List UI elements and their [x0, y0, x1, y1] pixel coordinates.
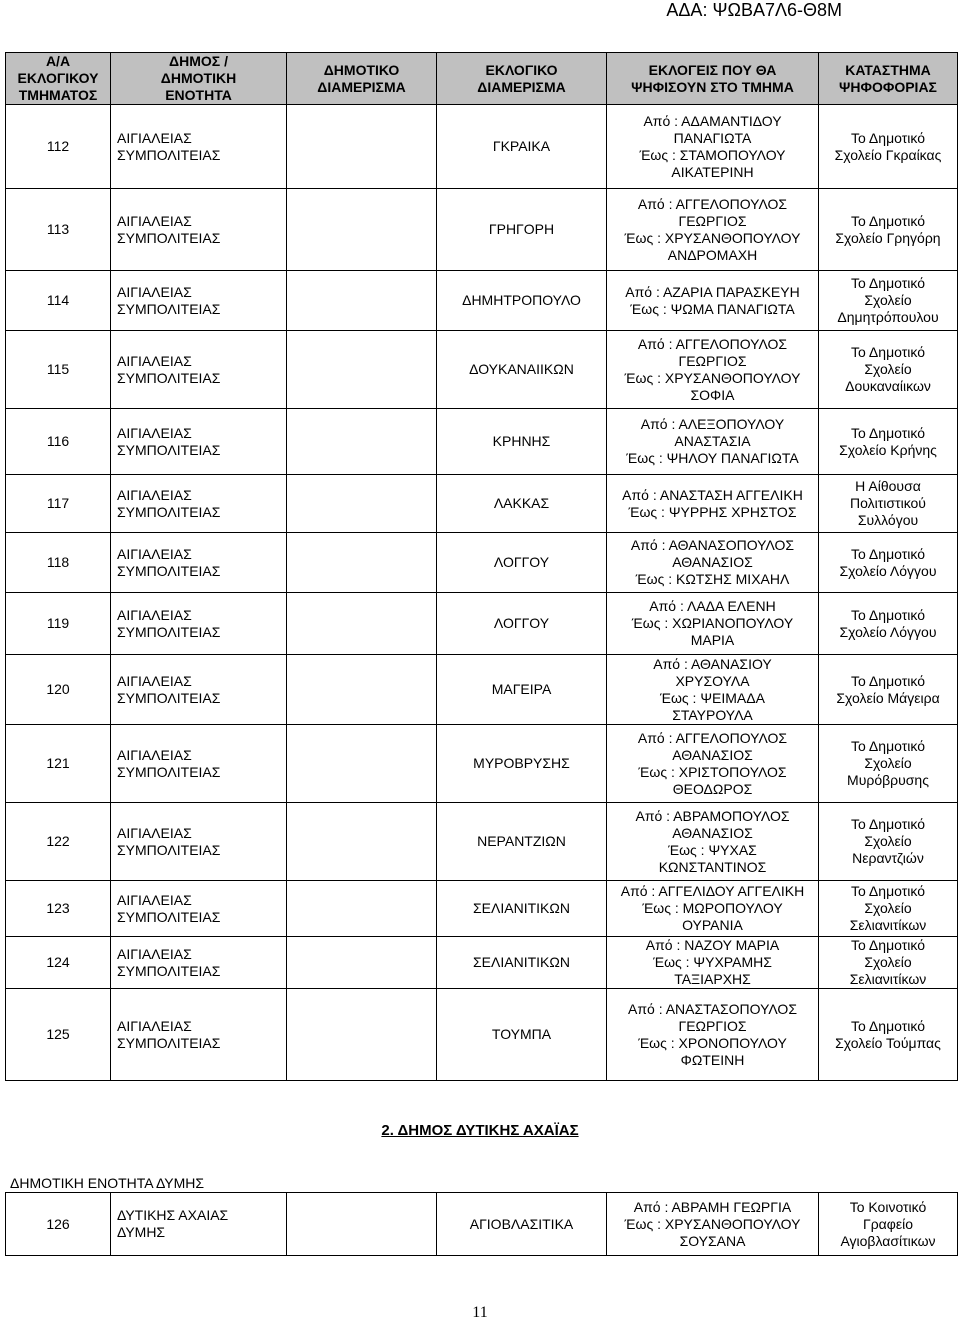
- cell-dimotiko-diamerisma: [287, 105, 437, 189]
- cell-eklogiko-diamerisma: ΑΓΙΟΒΛΑΣΙΤΙΚΑ: [437, 1193, 607, 1256]
- cell-katastima: Το Δημοτικό Σχολείο Νεραντζιών: [819, 803, 958, 881]
- header-aa: Α/Α ΕΚΛΟΓΙΚΟΥ ΤΜΗΜΑΤΟΣ: [6, 53, 111, 105]
- cell-eklogeis: Από : ΑΓΓΕΛΟΠΟΥΛΟΣ ΑΘΑΝΑΣΙΟΣ Έως : ΧΡΙΣΤΟΠΟΥΛΟΣ ΘΕΟΔΩΡΟΣ: [607, 725, 819, 803]
- cell-dimotiko-diamerisma: [287, 655, 437, 725]
- cell-aa: 114: [6, 271, 111, 331]
- cell-eklogeis: Από : ΑΓΓΕΛΟΠΟΥΛΟΣ ΓΕΩΡΓΙΟΣ Έως : ΧΡΥΣΑΝΘΟΠΟΥΛΟΥ ΣΟΦΙΑ: [607, 331, 819, 409]
- cell-eklogeis: Από : ΛΑΔΑ ΕΛΕΝΗ Έως : ΧΩΡΙΑΝΟΠΟΥΛΟΥ ΜΑΡΙΑ: [607, 593, 819, 655]
- ada-code: ΑΔΑ: ΨΩΒΑ7Λ6-Θ8Μ: [666, 0, 842, 20]
- cell-aa: 116: [6, 409, 111, 475]
- cell-katastima: Η Αίθουσα Πολιτιστικού Συλλόγου: [819, 475, 958, 533]
- table-row: [6, 271, 958, 331]
- cell-dimotiko-diamerisma: [287, 533, 437, 593]
- cell-dimos: ΑΙΓΙΑΛΕΙΑΣ ΣΥΜΠΟΛΙΤΕΙΑΣ: [111, 725, 287, 803]
- cell-dimotiko-diamerisma: [287, 593, 437, 655]
- cell-eklogiko-diamerisma: ΤΟΥΜΠΑ: [437, 989, 607, 1081]
- cell-eklogeis: Από : ΑΘΑΝΑΣΙΟΥ ΧΡΥΣΟΥΛΑ Έως : ΨΕΙΜΑΔΑ ΣΤΑΥΡΟΥΛΑ: [607, 655, 819, 725]
- table-header-row: [6, 53, 958, 105]
- cell-eklogiko-diamerisma: ΓΚΡΑΙΚΑ: [437, 105, 607, 189]
- table-row: [6, 937, 958, 989]
- cell-eklogeis: Από : ΑΘΑΝΑΣΟΠΟΥΛΟΣ ΑΘΑΝΑΣΙΟΣ Έως : ΚΩΤΣΗΣ ΜΙΧΑΗΛ: [607, 533, 819, 593]
- section-2-table: [5, 1192, 958, 1256]
- cell-eklogeis: Από : ΝΑΖΟΥ ΜΑΡΙΑ Έως : ΨΥΧΡΑΜΗΣ ΤΑΞΙΑΡΧΗΣ: [607, 937, 819, 989]
- cell-eklogiko-diamerisma: ΔΗΜΗΤΡΟΠΟΥΛΟ: [437, 271, 607, 331]
- cell-eklogiko-diamerisma: ΛΟΓΓΟΥ: [437, 533, 607, 593]
- cell-eklogiko-diamerisma: ΛΑΚΚΑΣ: [437, 475, 607, 533]
- header-eklogeis: ΕΚΛΟΓΕΙΣ ΠΟΥ ΘΑ ΨΗΦΙΣΟΥΝ ΣΤΟ ΤΜΗΜΑ: [607, 53, 819, 105]
- cell-katastima: Το Δημοτικό Σχολείο Σελιανιτίκων: [819, 937, 958, 989]
- cell-eklogeis: Από : ΑΖΑΡΙΑ ΠΑΡΑΣΚΕΥΗ Έως : ΨΩΜΑ ΠΑΝΑΓΙΩΤΑ: [607, 271, 819, 331]
- cell-aa: 117: [6, 475, 111, 533]
- cell-katastima: Το Κοινοτικό Γραφείο Αγιοβλασίτικων: [819, 1193, 958, 1256]
- table-row: [6, 331, 958, 409]
- cell-eklogiko-diamerisma: ΜΥΡΟΒΡΥΣΗΣ: [437, 725, 607, 803]
- cell-dimos: ΑΙΓΙΑΛΕΙΑΣ ΣΥΜΠΟΛΙΤΕΙΑΣ: [111, 331, 287, 409]
- cell-eklogiko-diamerisma: ΚΡΗΝΗΣ: [437, 409, 607, 475]
- cell-aa: 112: [6, 105, 111, 189]
- table-row: [6, 989, 958, 1081]
- cell-eklogeis: Από : ΑΛΕΞΟΠΟΥΛΟΥ ΑΝΑΣΤΑΣΙΑ Έως : ΨΗΛΟΥ ΠΑΝΑΓΙΩΤΑ: [607, 409, 819, 475]
- cell-dimos: ΑΙΓΙΑΛΕΙΑΣ ΣΥΜΠΟΛΙΤΕΙΑΣ: [111, 475, 287, 533]
- cell-dimotiko-diamerisma: [287, 725, 437, 803]
- cell-dimotiko-diamerisma: [287, 881, 437, 937]
- cell-dimotiko-diamerisma: [287, 271, 437, 331]
- table-row: [6, 533, 958, 593]
- cell-dimos: ΑΙΓΙΑΛΕΙΑΣ ΣΥΜΠΟΛΙΤΕΙΑΣ: [111, 989, 287, 1081]
- table-row: [6, 655, 958, 725]
- cell-aa: 121: [6, 725, 111, 803]
- cell-katastima: Το Δημοτικό Σχολείο Μάγειρα: [819, 655, 958, 725]
- cell-eklogiko-diamerisma: ΣΕΛΙΑΝΙΤΙΚΩΝ: [437, 937, 607, 989]
- cell-aa: 118: [6, 533, 111, 593]
- table-row: [6, 475, 958, 533]
- cell-dimos: ΑΙΓΙΑΛΕΙΑΣ ΣΥΜΠΟΛΙΤΕΙΑΣ: [111, 105, 287, 189]
- cell-eklogiko-diamerisma: ΣΕΛΙΑΝΙΤΙΚΩΝ: [437, 881, 607, 937]
- cell-eklogiko-diamerisma: ΝΕΡΑΝΤΖΙΩΝ: [437, 803, 607, 881]
- cell-dimos: ΑΙΓΙΑΛΕΙΑΣ ΣΥΜΠΟΛΙΤΕΙΑΣ: [111, 533, 287, 593]
- cell-dimotiko-diamerisma: [287, 409, 437, 475]
- cell-eklogiko-diamerisma: ΔΟΥΚΑΝΑΙΙΚΩΝ: [437, 331, 607, 409]
- cell-eklogeis: Από : ΑΒΡΑΜΗ ΓΕΩΡΓΙΑ Έως : ΧΡΥΣΑΝΘΟΠΟΥΛΟΥ ΣΟΥΣΑΝΑ: [607, 1193, 819, 1256]
- cell-eklogeis: Από : ΑΝΑΣΤΑΣΟΠΟΥΛΟΣ ΓΕΩΡΓΙΟΣ Έως : ΧΡΟΝΟΠΟΥΛΟΥ ΦΩΤΕΙΝΗ: [607, 989, 819, 1081]
- cell-dimos: ΑΙΓΙΑΛΕΙΑΣ ΣΥΜΠΟΛΙΤΕΙΑΣ: [111, 593, 287, 655]
- cell-dimotiko-diamerisma: [287, 189, 437, 271]
- cell-dimotiko-diamerisma: [287, 989, 437, 1081]
- cell-eklogeis: Από : ΑΝΑΣΤΑΣΗ ΑΓΓΕΛΙΚΗ Έως : ΨΥΡΡΗΣ ΧΡΗΣΤΟΣ: [607, 475, 819, 533]
- cell-dimotiko-diamerisma: [287, 475, 437, 533]
- cell-katastima: Το Δημοτικό Σχολείο Λόγγου: [819, 593, 958, 655]
- cell-aa: 115: [6, 331, 111, 409]
- cell-aa: 122: [6, 803, 111, 881]
- page-number: 11: [472, 1304, 488, 1321]
- cell-aa: 120: [6, 655, 111, 725]
- cell-katastima: Το Δημοτικό Σχολείο Δημητρόπουλου: [819, 271, 958, 331]
- cell-aa: 119: [6, 593, 111, 655]
- cell-aa: 126: [6, 1193, 111, 1256]
- cell-dimos: ΑΙΓΙΑΛΕΙΑΣ ΣΥΜΠΟΛΙΤΕΙΑΣ: [111, 271, 287, 331]
- cell-eklogiko-diamerisma: ΛΟΓΓΟΥ: [437, 593, 607, 655]
- cell-dimotiko-diamerisma: [287, 1193, 437, 1256]
- cell-katastima: Το Δημοτικό Σχολείο Δουκαναίικων: [819, 331, 958, 409]
- table-row: [6, 803, 958, 881]
- header-dimos: ΔΗΜΟΣ / ΔΗΜΟΤΙΚΗ ΕΝΟΤΗΤΑ: [111, 53, 287, 105]
- table-row: [6, 105, 958, 189]
- table-row: [6, 1193, 958, 1256]
- cell-eklogiko-diamerisma: ΜΑΓΕΙΡΑ: [437, 655, 607, 725]
- cell-dimotiko-diamerisma: [287, 803, 437, 881]
- cell-katastima: Το Δημοτικό Σχολείο Λόγγου: [819, 533, 958, 593]
- header-dimotiko-diamerisma: ΔΗΜΟΤΙΚΟ ΔΙΑΜΕΡΙΣΜΑ: [287, 53, 437, 105]
- cell-dimotiko-diamerisma: [287, 937, 437, 989]
- table-row: [6, 881, 958, 937]
- cell-katastima: Το Δημοτικό Σχολείο Κρήνης: [819, 409, 958, 475]
- cell-katastima: Το Δημοτικό Σχολείο Γρηγόρη: [819, 189, 958, 271]
- cell-dimotiko-diamerisma: [287, 331, 437, 409]
- header-eklogiko-diamerisma: ΕΚΛΟΓΙΚΟ ΔΙΑΜΕΡΙΣΜΑ: [437, 53, 607, 105]
- section-2-subtitle: ΔΗΜΟΤΙΚΗ ΕΝΟΤΗΤΑ ΔΥΜΗΣ: [10, 1175, 205, 1191]
- cell-aa: 113: [6, 189, 111, 271]
- table-row: [6, 725, 958, 803]
- cell-eklogeis: Από : ΑΓΓΕΛΙΔΟΥ ΑΓΓΕΛΙΚΗ Έως : ΜΩΡΟΠΟΥΛΟΥ ΟΥΡΑΝΙΑ: [607, 881, 819, 937]
- cell-dimos: ΑΙΓΙΑΛΕΙΑΣ ΣΥΜΠΟΛΙΤΕΙΑΣ: [111, 803, 287, 881]
- table-row: [6, 409, 958, 475]
- cell-katastima: Το Δημοτικό Σχολείο Γκραίκας: [819, 105, 958, 189]
- cell-dimos: ΑΙΓΙΑΛΕΙΑΣ ΣΥΜΠΟΛΙΤΕΙΑΣ: [111, 409, 287, 475]
- polling-stations-table: [5, 52, 958, 1081]
- section-2-title: 2. ΔΗΜΟΣ ΔΥΤΙΚΗΣ ΑΧΑΪΑΣ: [381, 1122, 579, 1139]
- cell-aa: 124: [6, 937, 111, 989]
- cell-dimos: ΔΥΤΙΚΗΣ ΑΧΑΙΑΣ ΔΥΜΗΣ: [111, 1193, 287, 1256]
- cell-dimos: ΑΙΓΙΑΛΕΙΑΣ ΣΥΜΠΟΛΙΤΕΙΑΣ: [111, 881, 287, 937]
- table-row: [6, 593, 958, 655]
- cell-dimos: ΑΙΓΙΑΛΕΙΑΣ ΣΥΜΠΟΛΙΤΕΙΑΣ: [111, 655, 287, 725]
- header-katastima: ΚΑΤΑΣΤΗΜΑ ΨΗΦΟΦΟΡΙΑΣ: [819, 53, 958, 105]
- cell-aa: 123: [6, 881, 111, 937]
- cell-dimos: ΑΙΓΙΑΛΕΙΑΣ ΣΥΜΠΟΛΙΤΕΙΑΣ: [111, 937, 287, 989]
- cell-katastima: Το Δημοτικό Σχολείο Μυρόβρυσης: [819, 725, 958, 803]
- cell-eklogiko-diamerisma: ΓΡΗΓΟΡΗ: [437, 189, 607, 271]
- cell-katastima: Το Δημοτικό Σχολείο Τούμπας: [819, 989, 958, 1081]
- cell-eklogeis: Από : ΑΒΡΑΜΟΠΟΥΛΟΣ ΑΘΑΝΑΣΙΟΣ Έως : ΨΥΧΑΣ ΚΩΝΣΤΑΝΤΙΝΟΣ: [607, 803, 819, 881]
- cell-dimos: ΑΙΓΙΑΛΕΙΑΣ ΣΥΜΠΟΛΙΤΕΙΑΣ: [111, 189, 287, 271]
- cell-eklogeis: Από : ΑΓΓΕΛΟΠΟΥΛΟΣ ΓΕΩΡΓΙΟΣ Έως : ΧΡΥΣΑΝΘΟΠΟΥΛΟΥ ΑΝΔΡΟΜΑΧΗ: [607, 189, 819, 271]
- cell-katastima: Το Δημοτικό Σχολείο Σελιανιτίκων: [819, 881, 958, 937]
- cell-aa: 125: [6, 989, 111, 1081]
- cell-eklogeis: Από : ΑΔΑΜΑΝΤΙΔΟΥ ΠΑΝΑΓΙΩΤΑ Έως : ΣΤΑΜΟΠΟΥΛΟΥ ΑΙΚΑΤΕΡΙΝΗ: [607, 105, 819, 189]
- table-row: [6, 189, 958, 271]
